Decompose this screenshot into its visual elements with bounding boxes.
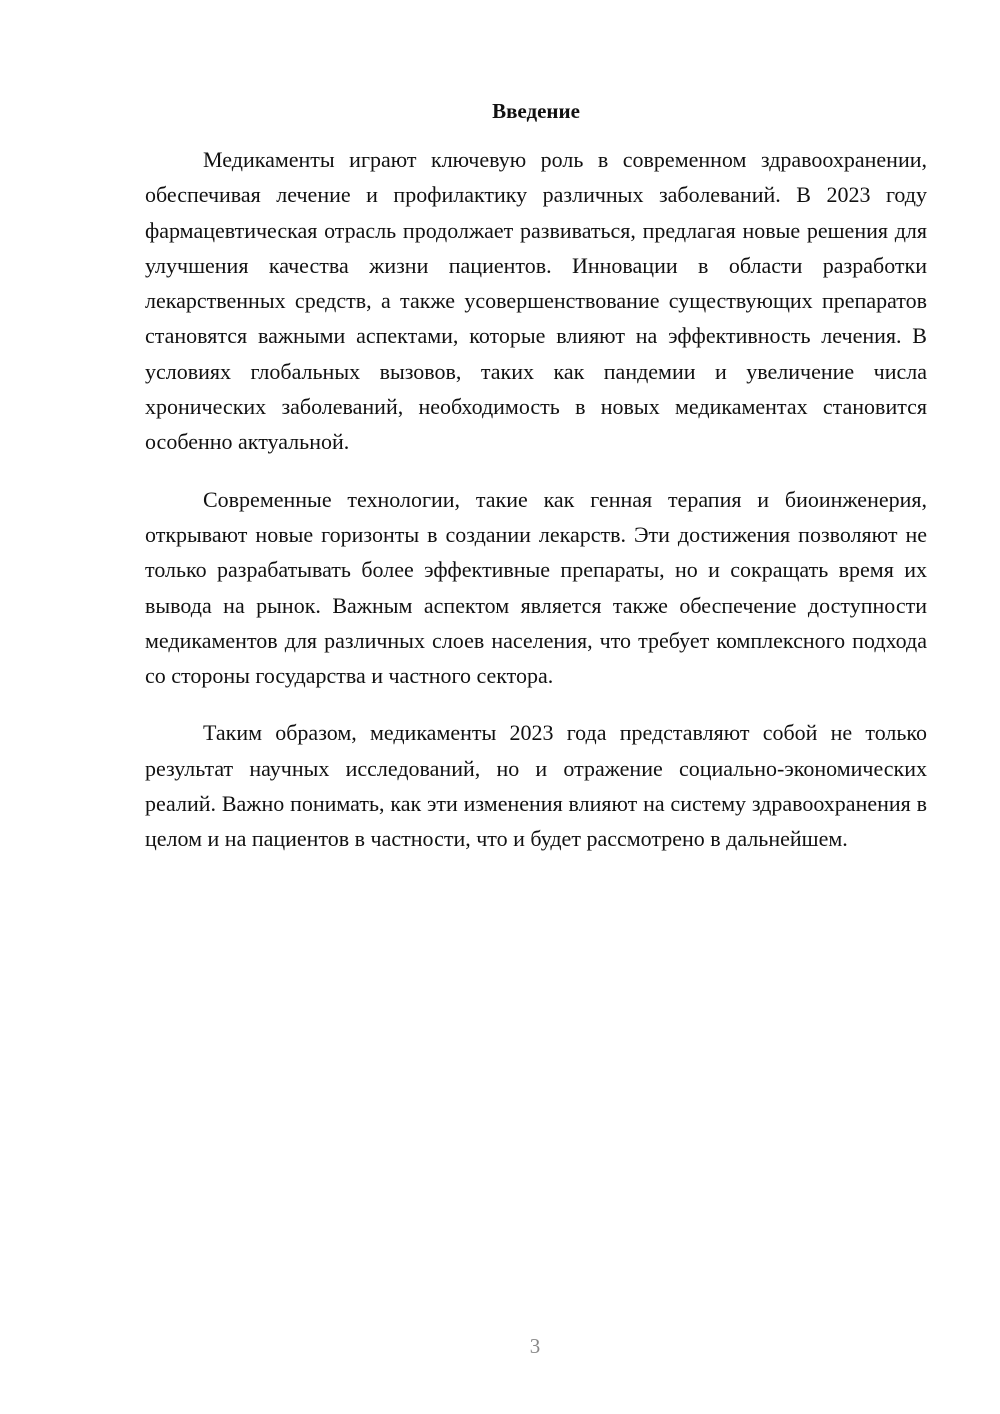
paragraph-1: Медикаменты играют ключевую роль в современном здравоохранении, обеспечивая лечение и профилактику различных заболеваний. В 2023 году фармацевтическая отрасль продолжает развиваться, предлагая новые решения для улучшения качества жизни пациентов. Инновации в области разработки лекарственных средств, а также усовершенствование существующих препаратов становятся важными аспектами, которые влияют на эффективность лечения. В условиях глобальных вызовов, таких как пандемии и увеличение числа хронических заболеваний, необходимость в новых медикаментах становится особенно актуальной. (145, 147, 927, 455)
paragraph-3: Таким образом, медикаменты 2023 года представляют собой не только результат научных исследований, но и отражение социально-экономических реалий. Важно понимать, как эти изменения влияют на систему здравоохранения в целом и на пациентов в частности, что и будет рассмотрено в дальнейшем. (145, 720, 927, 852)
page-number: 3 (529, 1334, 541, 1358)
body-text (145, 142, 927, 879)
paragraph-2: Современные технологии, такие как генная терапия и биоинженерия, открывают новые горизонты в создании лекарств. Эти достижения позволяют не только разрабатывать более эффективные препараты, но и сокращать время их вывода на рынок. Важным аспектом является также обеспечение доступности медикаментов для различных слоев населения, что требует комплексного подхода со стороны государства и частного сектора. (145, 486, 927, 689)
page-title: Введение (492, 99, 580, 123)
